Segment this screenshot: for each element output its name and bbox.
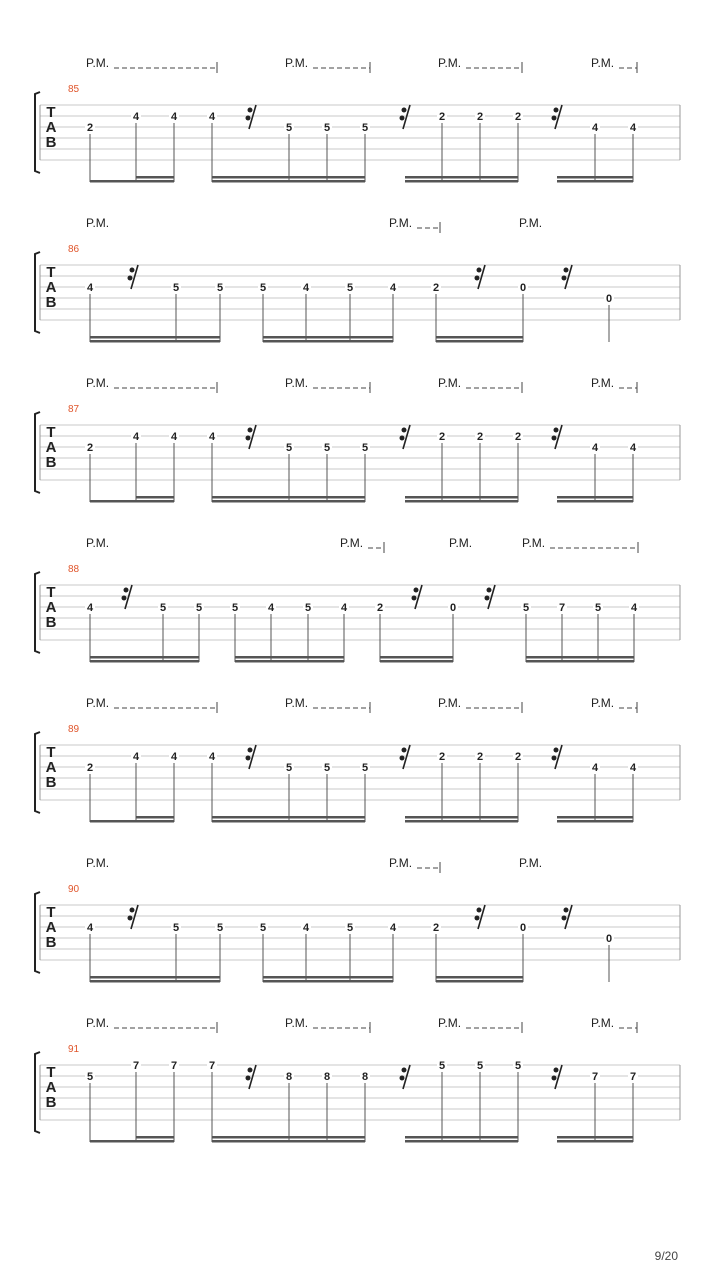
beam bbox=[90, 500, 174, 503]
beam bbox=[90, 336, 220, 339]
fret-number: 5 bbox=[522, 602, 530, 614]
fret-number: 5 bbox=[476, 1060, 484, 1072]
fret-number: 5 bbox=[159, 602, 167, 614]
tab-system-86 bbox=[35, 216, 680, 343]
palm-mute-label: P.M. bbox=[591, 1016, 615, 1030]
fret-number: 7 bbox=[208, 1060, 216, 1072]
fret-number: 5 bbox=[216, 922, 224, 934]
beam bbox=[557, 496, 633, 499]
fret-number: 7 bbox=[170, 1060, 178, 1072]
fret-number: 4 bbox=[86, 602, 94, 614]
fret-number: 5 bbox=[361, 442, 369, 454]
fret-number: 5 bbox=[86, 1071, 94, 1083]
fret-number: 7 bbox=[558, 602, 566, 614]
tab-clef-letter: B bbox=[45, 294, 57, 311]
fret-number: 4 bbox=[208, 431, 216, 443]
fret-number: 2 bbox=[438, 111, 446, 123]
sixteenth-rest-icon bbox=[128, 265, 139, 289]
beam bbox=[526, 656, 634, 659]
beam bbox=[212, 820, 365, 823]
sixteenth-rest-icon bbox=[246, 105, 257, 129]
fret-number: 0 bbox=[605, 933, 613, 945]
fret-number: 4 bbox=[591, 762, 599, 774]
tab-clef-letter: A bbox=[45, 599, 57, 616]
beam bbox=[405, 180, 518, 183]
fret-number: 5 bbox=[361, 762, 369, 774]
beam bbox=[405, 176, 518, 179]
fret-number: 2 bbox=[86, 122, 94, 134]
fret-number: 8 bbox=[323, 1071, 331, 1083]
tab-clef-letter: T bbox=[46, 424, 56, 441]
fret-number: 4 bbox=[208, 111, 216, 123]
fret-number: 4 bbox=[132, 431, 140, 443]
fret-number: 4 bbox=[591, 442, 599, 454]
fret-number: 5 bbox=[195, 602, 203, 614]
tab-clef-letter: A bbox=[45, 439, 57, 456]
beam bbox=[557, 1140, 633, 1143]
sixteenth-rest-icon bbox=[400, 105, 411, 129]
measure-number: 90 bbox=[68, 884, 80, 895]
tab-clef-letter: A bbox=[45, 759, 57, 776]
fret-number: 4 bbox=[629, 442, 637, 454]
fret-number: 4 bbox=[208, 751, 216, 763]
measure-number: 88 bbox=[68, 564, 80, 575]
tab-system-85 bbox=[35, 56, 680, 183]
palm-mute-label: P.M. bbox=[438, 1016, 462, 1030]
palm-mute-label: P.M. bbox=[438, 56, 462, 70]
tab-clef-letter: T bbox=[46, 104, 56, 121]
fret-number: 2 bbox=[476, 111, 484, 123]
fret-number: 2 bbox=[432, 282, 440, 294]
tab-clef-letter: T bbox=[46, 904, 56, 921]
sixteenth-rest-icon bbox=[485, 585, 496, 609]
beam bbox=[526, 660, 634, 663]
beam bbox=[212, 1140, 365, 1143]
fret-number: 5 bbox=[285, 122, 293, 134]
sixteenth-rest-icon bbox=[412, 585, 423, 609]
fret-number: 0 bbox=[519, 282, 527, 294]
palm-mute-label: P.M. bbox=[389, 216, 413, 230]
sixteenth-rest-icon bbox=[128, 905, 139, 929]
beam bbox=[405, 1136, 518, 1139]
measure-number: 91 bbox=[68, 1044, 80, 1055]
beam bbox=[557, 176, 633, 179]
beam bbox=[212, 500, 365, 503]
palm-mute-label: P.M. bbox=[340, 536, 364, 550]
fret-number: 4 bbox=[302, 282, 310, 294]
fret-number: 2 bbox=[514, 431, 522, 443]
palm-mute-label: P.M. bbox=[86, 856, 110, 870]
fret-number: 8 bbox=[285, 1071, 293, 1083]
beam bbox=[90, 660, 199, 663]
beam bbox=[90, 1140, 174, 1143]
sixteenth-rest-icon bbox=[246, 745, 257, 769]
tab-clef-letter: B bbox=[45, 934, 57, 951]
fret-number: 2 bbox=[438, 751, 446, 763]
fret-number: 4 bbox=[629, 122, 637, 134]
beam bbox=[90, 820, 174, 823]
fret-number: 2 bbox=[514, 111, 522, 123]
fret-number: 4 bbox=[267, 602, 275, 614]
palm-mute-label: P.M. bbox=[591, 376, 615, 390]
measure-number: 86 bbox=[68, 244, 80, 255]
tab-clef-letter: A bbox=[45, 919, 57, 936]
beam bbox=[136, 1136, 174, 1139]
fret-number: 5 bbox=[231, 602, 239, 614]
tab-clef-letter: B bbox=[45, 454, 57, 471]
fret-number: 7 bbox=[132, 1060, 140, 1072]
system-bracket bbox=[35, 252, 40, 333]
tab-system-87 bbox=[35, 376, 680, 503]
beam bbox=[380, 656, 453, 659]
palm-mute-label: P.M. bbox=[86, 376, 110, 390]
beam bbox=[263, 976, 393, 979]
tab-system-91 bbox=[35, 1016, 680, 1143]
system-bracket bbox=[35, 892, 40, 973]
beam bbox=[405, 816, 518, 819]
tab-system-90 bbox=[35, 856, 680, 983]
fret-number: 4 bbox=[132, 111, 140, 123]
beam bbox=[557, 1136, 633, 1139]
beam bbox=[263, 340, 393, 343]
palm-mute-label: P.M. bbox=[522, 536, 546, 550]
palm-mute-label: P.M. bbox=[86, 56, 110, 70]
sixteenth-rest-icon bbox=[400, 1065, 411, 1089]
sixteenth-rest-icon bbox=[552, 1065, 563, 1089]
tab-clef-letter: B bbox=[45, 774, 57, 791]
system-bracket bbox=[35, 412, 40, 493]
fret-number: 5 bbox=[361, 122, 369, 134]
sixteenth-rest-icon bbox=[562, 905, 573, 929]
fret-number: 5 bbox=[438, 1060, 446, 1072]
measure-number: 89 bbox=[68, 724, 80, 735]
sixteenth-rest-icon bbox=[475, 905, 486, 929]
measure-number: 85 bbox=[68, 84, 80, 95]
palm-mute-label: P.M. bbox=[389, 856, 413, 870]
beam bbox=[557, 816, 633, 819]
beam bbox=[136, 176, 174, 179]
page-number: 9/20 bbox=[654, 1249, 678, 1263]
beam bbox=[380, 660, 453, 663]
sixteenth-rest-icon bbox=[246, 1065, 257, 1089]
tab-clef-letter: A bbox=[45, 279, 57, 296]
tab-clef-letter: T bbox=[46, 264, 56, 281]
palm-mute-label: P.M. bbox=[449, 536, 473, 550]
system-bracket bbox=[35, 732, 40, 813]
fret-number: 5 bbox=[323, 762, 331, 774]
beam bbox=[263, 980, 393, 983]
fret-number: 5 bbox=[594, 602, 602, 614]
fret-number: 4 bbox=[389, 282, 397, 294]
system-bracket bbox=[35, 572, 40, 653]
fret-number: 2 bbox=[86, 442, 94, 454]
palm-mute-label: P.M. bbox=[285, 376, 309, 390]
fret-number: 2 bbox=[432, 922, 440, 934]
system-bracket bbox=[35, 92, 40, 173]
sixteenth-rest-icon bbox=[552, 745, 563, 769]
fret-number: 4 bbox=[629, 762, 637, 774]
beam bbox=[235, 656, 344, 659]
beam bbox=[212, 180, 365, 183]
fret-number: 2 bbox=[86, 762, 94, 774]
sixteenth-rest-icon bbox=[475, 265, 486, 289]
sixteenth-rest-icon bbox=[552, 105, 563, 129]
palm-mute-label: P.M. bbox=[438, 376, 462, 390]
sixteenth-rest-icon bbox=[552, 425, 563, 449]
palm-mute-label: P.M. bbox=[519, 856, 543, 870]
palm-mute-label: P.M. bbox=[86, 1016, 110, 1030]
beam bbox=[235, 660, 344, 663]
beam bbox=[436, 976, 523, 979]
beam bbox=[212, 176, 365, 179]
sixteenth-rest-icon bbox=[246, 425, 257, 449]
fret-number: 2 bbox=[476, 431, 484, 443]
fret-number: 4 bbox=[86, 922, 94, 934]
fret-number: 5 bbox=[172, 922, 180, 934]
palm-mute-label: P.M. bbox=[438, 696, 462, 710]
beam bbox=[557, 500, 633, 503]
tab-system-89 bbox=[35, 696, 680, 823]
palm-mute-label: P.M. bbox=[285, 696, 309, 710]
tab-clef-letter: B bbox=[45, 134, 57, 151]
fret-number: 4 bbox=[389, 922, 397, 934]
beam bbox=[90, 180, 174, 183]
beam bbox=[136, 496, 174, 499]
fret-number: 2 bbox=[514, 751, 522, 763]
beam bbox=[90, 980, 220, 983]
beam bbox=[212, 816, 365, 819]
fret-number: 5 bbox=[514, 1060, 522, 1072]
palm-mute-label: P.M. bbox=[519, 216, 543, 230]
beam bbox=[557, 820, 633, 823]
palm-mute-label: P.M. bbox=[591, 56, 615, 70]
sixteenth-rest-icon bbox=[400, 425, 411, 449]
fret-number: 2 bbox=[438, 431, 446, 443]
beam bbox=[436, 336, 523, 339]
fret-number: 4 bbox=[132, 751, 140, 763]
beam bbox=[405, 820, 518, 823]
palm-mute-label: P.M. bbox=[285, 56, 309, 70]
fret-number: 7 bbox=[591, 1071, 599, 1083]
fret-number: 5 bbox=[285, 762, 293, 774]
fret-number: 4 bbox=[630, 602, 638, 614]
beam bbox=[405, 496, 518, 499]
fret-number: 4 bbox=[170, 751, 178, 763]
fret-number: 4 bbox=[591, 122, 599, 134]
sixteenth-rest-icon bbox=[400, 745, 411, 769]
fret-number: 0 bbox=[449, 602, 457, 614]
tab-clef-letter: T bbox=[46, 584, 56, 601]
fret-number: 4 bbox=[340, 602, 348, 614]
tab-system-88 bbox=[35, 536, 680, 663]
beam bbox=[136, 816, 174, 819]
fret-number: 4 bbox=[302, 922, 310, 934]
tab-clef-letter: B bbox=[45, 614, 57, 631]
beam bbox=[405, 1140, 518, 1143]
fret-number: 5 bbox=[285, 442, 293, 454]
tab-clef-letter: A bbox=[45, 1079, 57, 1096]
fret-number: 5 bbox=[346, 282, 354, 294]
sixteenth-rest-icon bbox=[562, 265, 573, 289]
fret-number: 4 bbox=[170, 431, 178, 443]
beam bbox=[212, 1136, 365, 1139]
fret-number: 5 bbox=[304, 602, 312, 614]
beam bbox=[90, 976, 220, 979]
fret-number: 2 bbox=[376, 602, 384, 614]
fret-number: 5 bbox=[323, 442, 331, 454]
palm-mute-label: P.M. bbox=[285, 1016, 309, 1030]
tab-clef-letter: A bbox=[45, 119, 57, 136]
tab-clef-letter: T bbox=[46, 744, 56, 761]
fret-number: 2 bbox=[476, 751, 484, 763]
fret-number: 4 bbox=[86, 282, 94, 294]
sixteenth-rest-icon bbox=[122, 585, 133, 609]
beam bbox=[90, 656, 199, 659]
beam bbox=[436, 980, 523, 983]
tab-clef-letter: T bbox=[46, 1064, 56, 1081]
palm-mute-label: P.M. bbox=[86, 536, 110, 550]
system-bracket bbox=[35, 1052, 40, 1133]
beam bbox=[405, 500, 518, 503]
fret-number: 8 bbox=[361, 1071, 369, 1083]
fret-number: 5 bbox=[259, 282, 267, 294]
palm-mute-label: P.M. bbox=[591, 696, 615, 710]
beam bbox=[557, 180, 633, 183]
beam bbox=[436, 340, 523, 343]
fret-number: 0 bbox=[519, 922, 527, 934]
tab-clef-letter: B bbox=[45, 1094, 57, 1111]
fret-number: 5 bbox=[346, 922, 354, 934]
fret-number: 5 bbox=[259, 922, 267, 934]
palm-mute-label: P.M. bbox=[86, 216, 110, 230]
fret-number: 5 bbox=[172, 282, 180, 294]
fret-number: 4 bbox=[170, 111, 178, 123]
fret-number: 5 bbox=[216, 282, 224, 294]
fret-number: 0 bbox=[605, 293, 613, 305]
palm-mute-label: P.M. bbox=[86, 696, 110, 710]
beam bbox=[263, 336, 393, 339]
fret-number: 5 bbox=[323, 122, 331, 134]
beam bbox=[212, 496, 365, 499]
beam bbox=[90, 340, 220, 343]
measure-number: 87 bbox=[68, 404, 80, 415]
fret-number: 7 bbox=[629, 1071, 637, 1083]
